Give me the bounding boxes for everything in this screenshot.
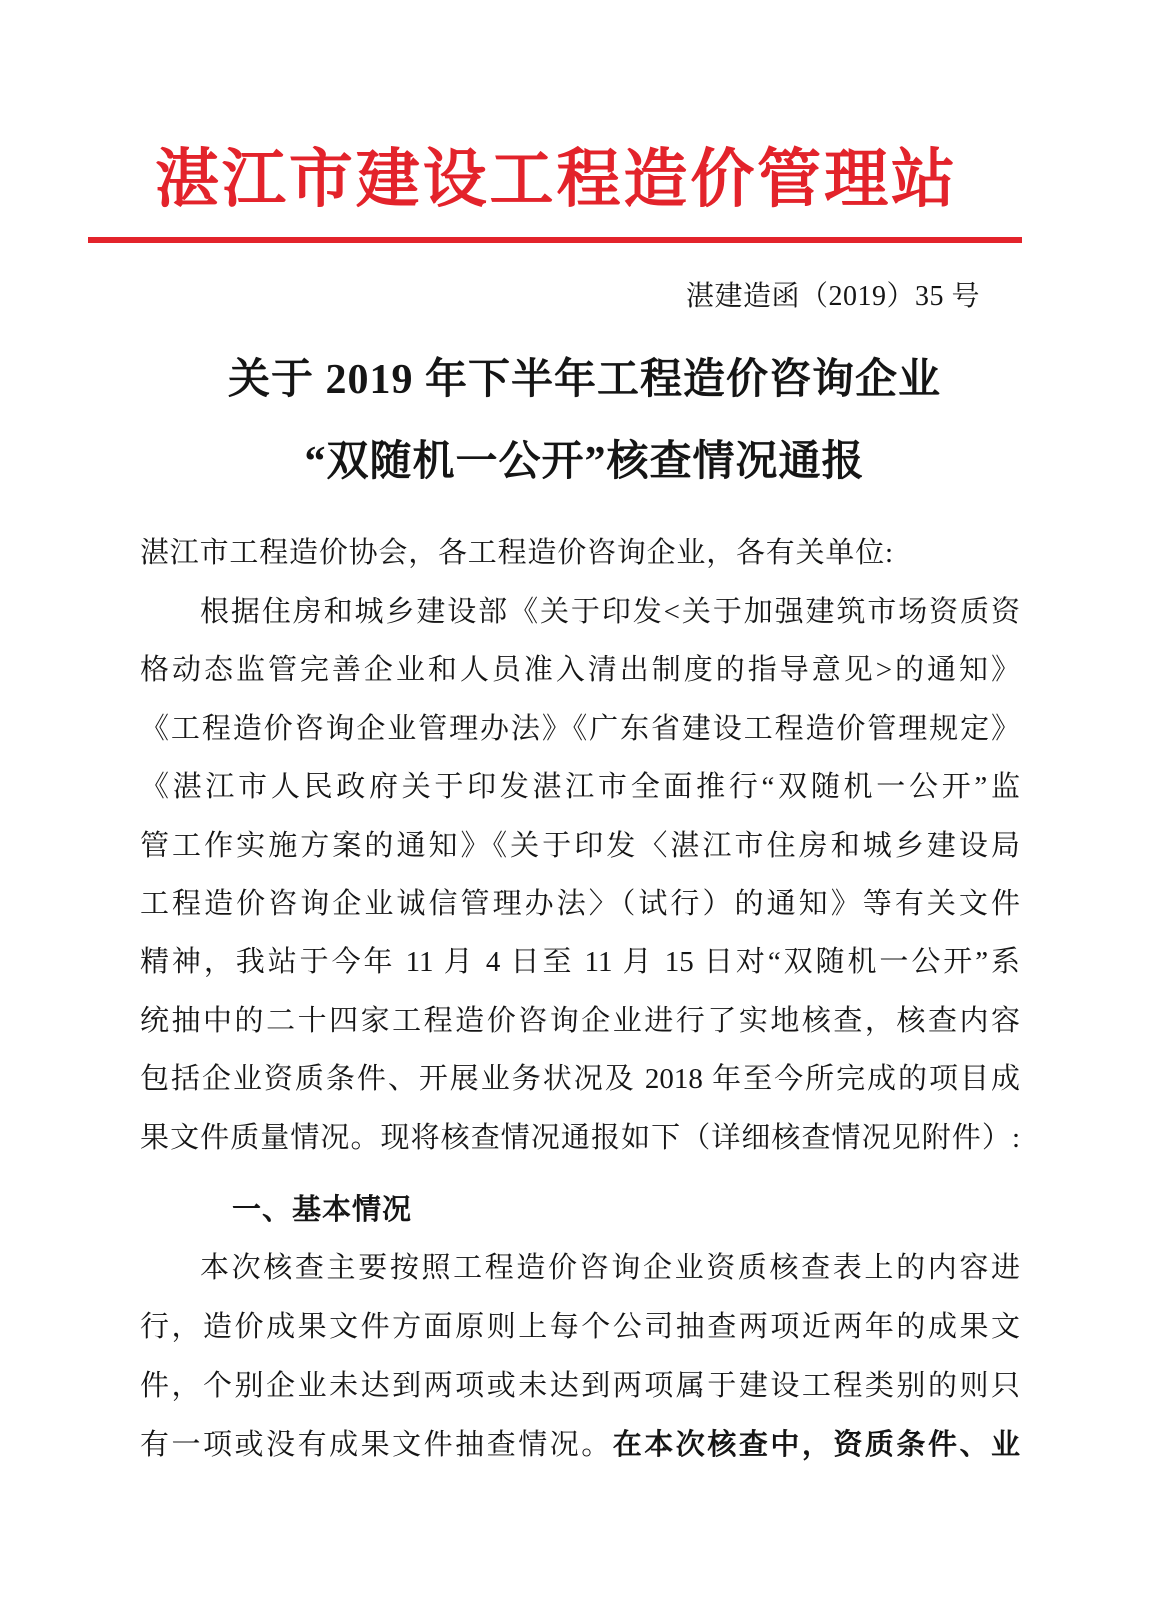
paragraph-line: 精神，我站于今年 11 月 4 日至 11 月 15 日对“双随机一公开”系 bbox=[140, 946, 1020, 979]
paragraph-line: 格动态监管完善企业和人员准入清出制度的指导意见>的通知》 bbox=[140, 654, 1020, 687]
paragraph-line: 统抽中的二十四家工程造价咨询企业进行了实地核查，核查内容 bbox=[140, 1004, 1020, 1037]
paragraph-line: 管工作实施方案的通知》《关于印发〈湛江市住房和城乡建设局 bbox=[140, 829, 1020, 862]
paragraph-line: 《湛江市人民政府关于印发湛江市全面推行“双随机一公开”监 bbox=[140, 771, 1020, 804]
paragraph-1 bbox=[140, 583, 1020, 1167]
salutation: 湛江市工程造价协会，各工程造价咨询企业，各有关单位: bbox=[140, 537, 894, 569]
paragraph-line: 果文件质量情况。现将核查情况通报如下（详细核查情况见附件）: bbox=[140, 1121, 1020, 1154]
letterhead-red-rule bbox=[88, 237, 1022, 243]
paragraph-line: 行，造价成果文件方面原则上每个公司抽查两项近两年的成果文 bbox=[140, 1311, 1020, 1343]
paragraph-line-mixed bbox=[140, 1416, 1020, 1475]
letterhead-org-name: 湛江市建设工程造价管理站 bbox=[155, 144, 955, 215]
paragraph-line: 工程造价咨询企业诚信管理办法〉（试行）的通知》等有关文件 bbox=[140, 887, 1020, 920]
section-heading: 一、基本情况 bbox=[232, 1194, 413, 1226]
paragraph-line: 本次核查主要按照工程造价咨询企业资质核查表上的内容进 bbox=[200, 1252, 1020, 1284]
document-title-line-2: “双随机一公开”核查情况通报 bbox=[304, 439, 865, 485]
paragraph-line: 件，个别企业未达到两项或未达到两项属于建设工程类别的则只 bbox=[140, 1370, 1020, 1402]
document-number: 湛建造函（2019）35 号 bbox=[685, 281, 980, 312]
bold-emphasis-text: 在本次核查中，资质条件、业 bbox=[612, 1429, 1020, 1461]
paragraph-2 bbox=[140, 1239, 1020, 1475]
paragraph-line: 根据住房和城乡建设部《关于印发<关于加强建筑市场资质资 bbox=[200, 596, 1020, 628]
document-title-line-1: 关于 2019 年下半年工程造价咨询企业 bbox=[227, 357, 941, 403]
paragraph-line: 《工程造价咨询企业管理办法》《广东省建设工程造价管理规定》 bbox=[140, 712, 1020, 745]
paragraph-line: 包括企业资质条件、开展业务状况及 2018 年至今所完成的项目成 bbox=[140, 1063, 1020, 1096]
regular-text: 有一项或没有成果文件抽查情况。 bbox=[140, 1429, 613, 1461]
